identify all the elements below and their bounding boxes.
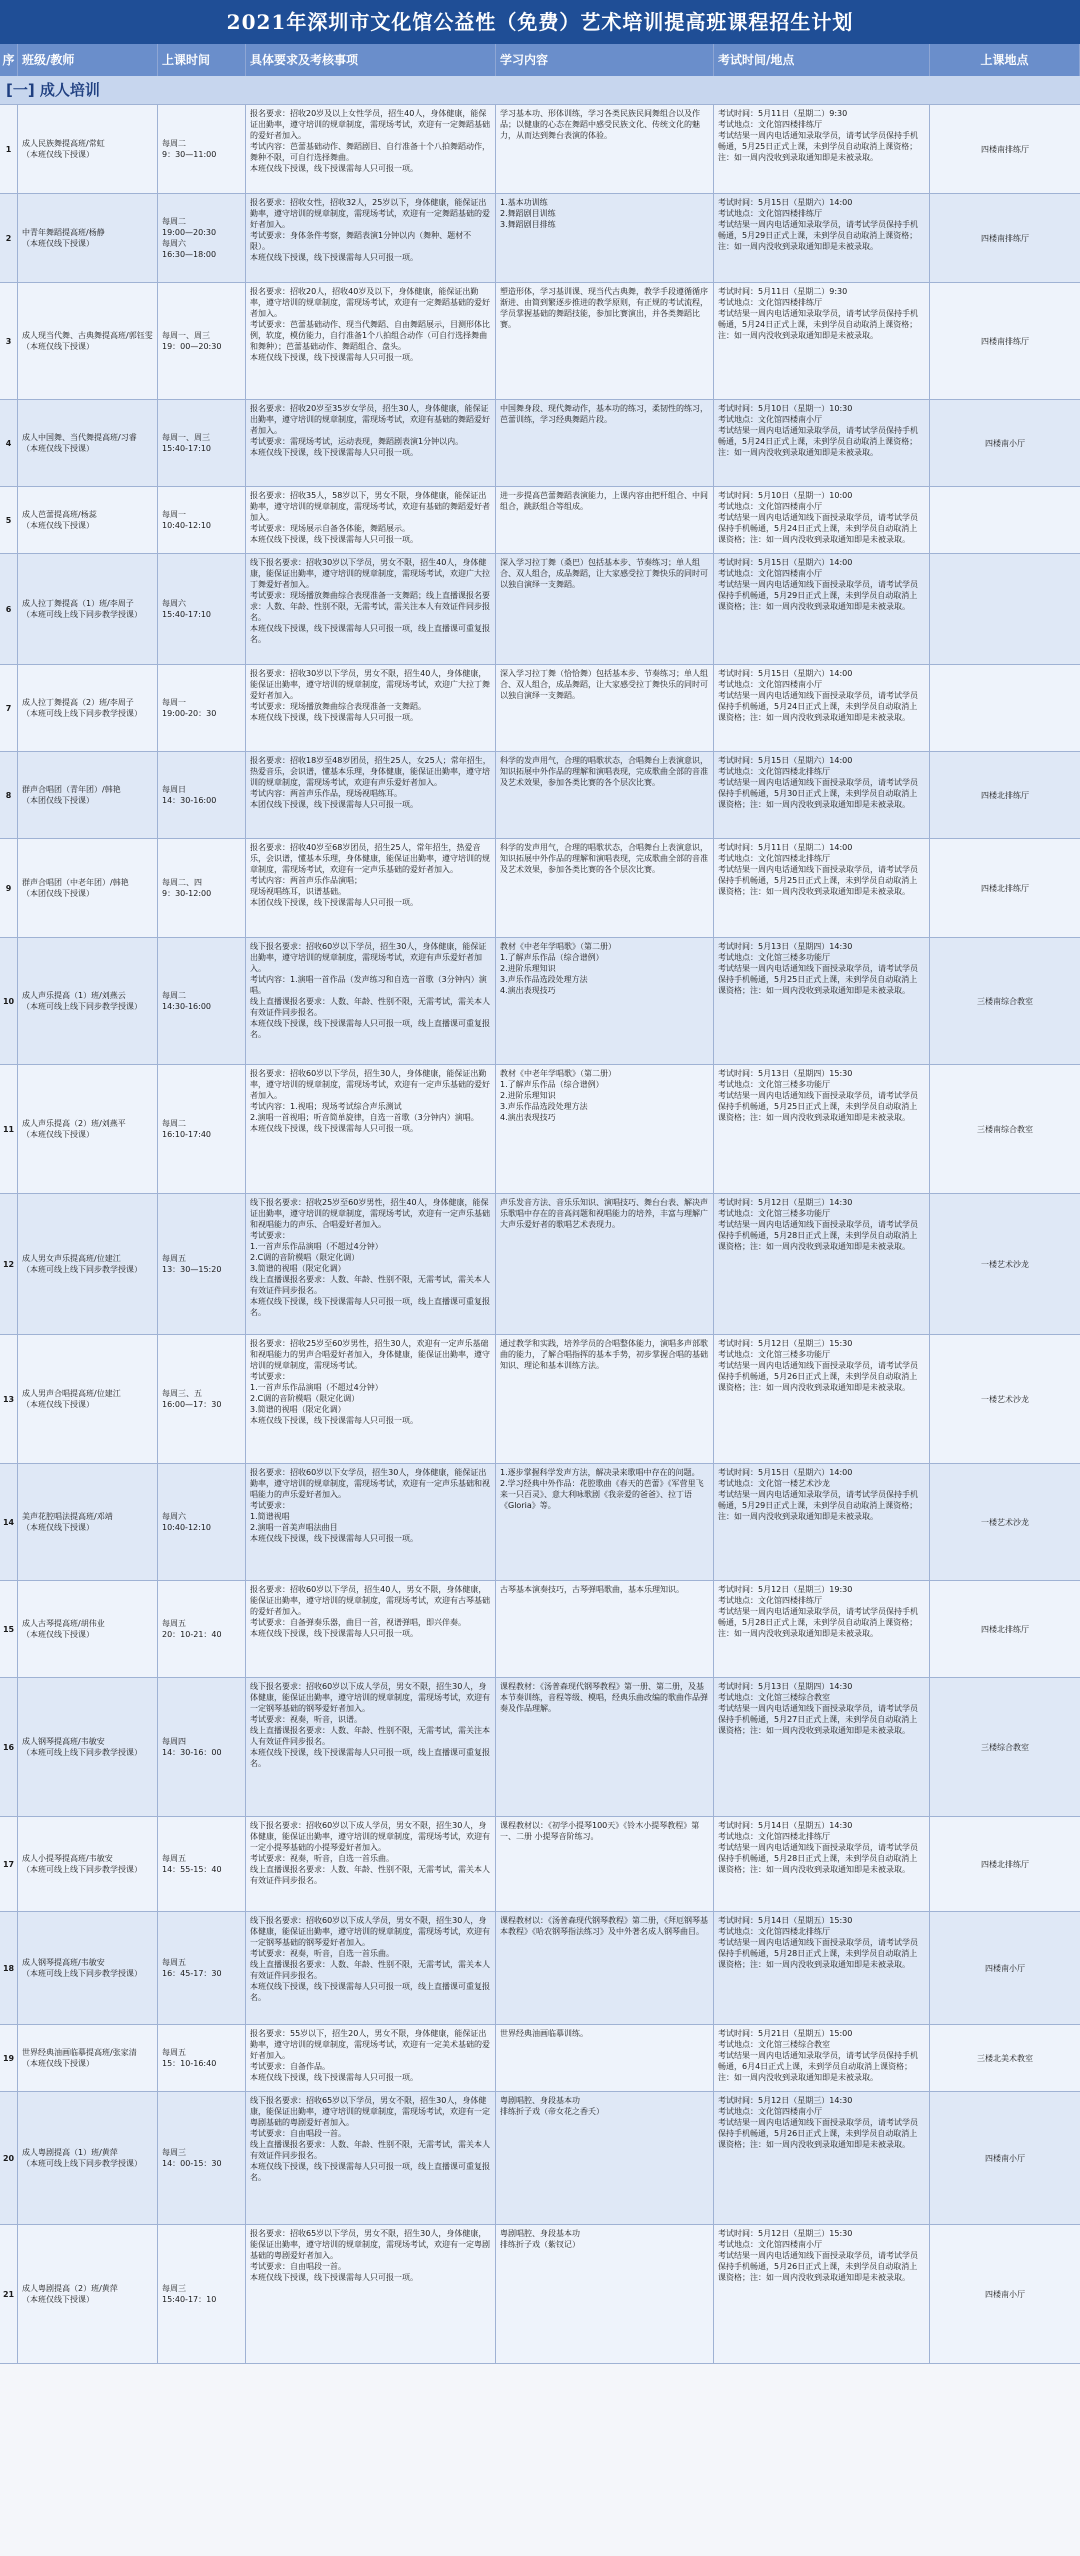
requirements: 报名要求：招收30岁以下学员，男女不限，招生40人，身体健康，能保证出勤率，遵守培训的规章制度，需现场考试，欢迎广大拉丁舞爱好者加入。 考试要求：现场播放舞曲综合表现准备一支舞蹈。 本班仅线下授课，线下授课需每人只可报一项。 [246,665,496,751]
requirements: 报名要求：招收20岁至35岁女学员，招生30人，身体健康，能保证出勤率，遵守培训的规章制度，需现场考试，欢迎有基础的舞蹈爱好者加入。 考试要求：需现场考试，运动表现，舞蹈剧表演1分钟以内。 本班仅线下授课，线下授课需每人只可报一项。 [246,400,496,486]
exam-info: 考试时间：5月12日（星期三）15:30 考试地点：文化馆三楼多功能厅 考试结果一周内电话通知线下面授录取学员，请考试学员保持手机畅通，5月26日正式上课，未到学员自动取消上课资格；注：如一周内没收到录取通知即是未被录取。 [714,1335,930,1463]
requirements: 报名要求：招收60岁以下女学员，招生30人，身体健康，能保证出勤率，遵守培训的规章制度，需现场考试，欢迎有一定声乐基础和视唱能力的声乐爱好者加入。 考试要求： 1.简谱视唱 2.演唱一首美声唱法曲目 本班仅线下授课，线下授课需每人只可报一项。 [246,1464,496,1580]
table-row [0,839,1080,938]
venue: 四楼南小厅 [985,2289,1025,2299]
class-time: 每周六 10:40-12:10 [158,1464,246,1580]
table-row [0,283,1080,400]
header-time: 上课时间 [158,44,246,76]
exam-info: 考试时间：5月12日（星期三）19:30 考试地点：文化馆四楼排练厅 考试结果一周内电话通知录取学员，请考试学员保持手机畅通，5月28日正式上课，未到学员自动取消上课资格；注：如一周内没收到录取通知即是未被录取。 [714,1581,930,1677]
class-teacher: 成人拉丁舞提高（2）班/李周子 （本班可线上线下同步教学授课） [18,665,158,751]
class-teacher: 成人小提琴提高班/韦敏安 （本班可线上线下同步教学授课） [18,1817,158,1911]
learning-content: 粤剧唱腔、身段基本功 排练折子戏（帝女花之香夭） [496,2092,714,2224]
row-index: 6 [0,554,18,664]
venue: 四楼北排练厅 [981,1859,1029,1869]
class-teacher: 成人钢琴提高班/韦敏安 （本班可线上线下同步教学授课） [18,1912,158,2024]
venue [930,554,1080,664]
exam-info: 考试时间：5月15日（星期六）14:00 考试地点：文化馆四楼南小厅 考试结果一周内电话通知线下面授录取学员，请考试学员保持手机畅通，5月24日正式上课，未到学员自动取消上课资格；注：如一周内没收到录取通知即是未被录取。 [714,665,930,751]
requirements: 报名要求：招收20人，招收40岁及以下，身体健康，能保证出勤率，遵守培训的规章制度，需现场考试，欢迎有一定舞蹈基础的爱好者加入。 考试要求：芭蕾基础动作、现当代舞蹈、自由舞蹈展示，目测形体比例，软度，模仿能力，自行准备1个八拍组合动作（可自行选择舞曲和舞种）；芭蕾基础动作、舞蹈组合、盘头。 本班仅线下授课，线下授课需每人只可报一项。 [246,283,496,399]
exam-info: 考试时间：5月10日（星期一）10:00 考试地点：文化馆四楼南小厅 考试结果一周内电话通知线下面授录取学员，请考试学员保持手机畅通，5月24日正式上课，未到学员自动取消上课资格；注：如一周内没收到录取通知即是未被录取。 [714,487,930,553]
class-time: 每周三 15:40-17：10 [158,2225,246,2363]
learning-content: 塑造形体，学习基训课、现当代古典舞，教学手段遵循循序渐进、由简到繁逐步推进的教学原则，有正规的考试流程，学员掌握基础的舞蹈技能，参加比赛演出，并各类舞蹈比赛。 [496,283,714,399]
requirements: 报名要求：招收40岁至68岁团员，招生25人，常年招生，热爱音乐，会识谱，懂基本乐理，身体健康，能保证出勤率，遵守培训的规章制度，需现场考试，欢迎有一定声乐基础的爱好者加入。 考试内容：两首声乐作品演唱； 现场视唱练耳，识谱基础。 本团仅线下授课，线下授课需每人只可报一项。 [246,839,496,937]
table-header [0,44,1080,76]
header-index: 序 [0,44,18,76]
exam-info: 考试时间：5月13日（星期四）14:30 考试地点：文化馆三楼综合教室 考试结果一周内电话通知线下面授录取学员，请考试学员保持手机畅通，5月27日正式上课，未到学员自动取消上课资格；注：如一周内没收到录取通知即是未被录取。 [714,1678,930,1816]
table-row [0,487,1080,554]
exam-info: 考试时间：5月15日（星期六）14:00 考试地点：文化馆四楼排练厅 考试结果一周内电话通知录取学员，请考试学员保持手机畅通，5月29日正式上课，未到学员自动取消上课资格；注：如一周内没收到录取通知即是未被录取。 [714,194,930,282]
table-row [0,194,1080,283]
learning-content: 1.逐步掌握科学发声方法，解决录来歌唱中存在的问题。 2.学习经典中外作品：花腔歌曲《春天的芭蕾》《军营里飞来一只百灵》、意大利咏歌剧《我亲爱的爸爸》、拉丁语《Gloria》等。 [496,1464,714,1580]
section-adult-training: [一] 成人培训 [0,76,1080,105]
class-teacher: 成人粤剧提高（2）班/黄萍 （本班仅线下授课） [18,2225,158,2363]
exam-info: 考试时间：5月21日（星期五）15:00 考试地点：文化馆三楼综合教室 考试结果一周内电话通知录取学员，请考试学员保持手机畅通，6月4日正式上课，未到学员自动取消上课资格；注：如一周内没收到录取通知即是未被录取。 [714,2025,930,2091]
row-index: 8 [0,752,18,838]
row-index: 3 [0,283,18,399]
exam-info: 考试时间：5月14日（星期五）15:30 考试地点：文化馆四楼北排练厅 考试结果一周内电话通知线下面授录取学员，请考试学员保持手机畅通，5月28日正式上课，未到学员自动取消上课资格；注：如一周内没收到录取通知即是未被录取。 [714,1912,930,2024]
table-row [0,665,1080,752]
header-class: 班级/教师 [18,44,158,76]
learning-content: 深入学习拉丁舞（桑巴）包括基本步、节奏练习；单人组合、双人组合，成品舞蹈，让大家感受拉丁舞快乐的同时可以独自演绎一支舞蹈。 [496,554,714,664]
class-teacher: 成人古琴提高班/胡伟业 （本班仅线下授课） [18,1581,158,1677]
learning-content: 课程教材以：《汤普森现代钢琴教程》第二册，《拜厄钢琴基本教程》《哈农钢琴指法练习》及中外著名成人钢琴曲目。 [496,1912,714,2024]
row-index: 9 [0,839,18,937]
table-row [0,1817,1080,1912]
row-index: 7 [0,665,18,751]
requirements: 线下报名要求：招收60岁以下学员，招生30人，身体健康，能保证出勤率，遵守培训的规章制度，需现场考试，欢迎有声乐爱好者加入。 考试内容：1.演唱一首作品（发声练习和自选一首歌（3分钟内）演唱。 线上直播课报名要求：人数、年龄、性别不限，无需考试，需关本人有效证件同步报名。 本班仅线下授课，线下授课需每人只可报一项，线上直播课可重复报名。 [246,938,496,1064]
venue: 四楼南排练厅 [981,336,1029,346]
table-row [0,2225,1080,2364]
learning-content: 1.基本功训练 2.舞蹈剧目训练 3.舞蹈剧目排练 [496,194,714,282]
requirements: 线下报名要求：招收60岁以下成人学员，男女不限，招生30人，身体健康，能保证出勤率，遵守培训的规章制度，需现场考试，欢迎有一定钢琴基础的钢琴爱好者加入。 考试要求：视奏，听音，识谱。 线上直播课报名要求：人数、年龄、性别不限，无需考试，需关注本人有效证件同步报名。 本班仅线下授课，线下授课需每人只可报一项，线上直播课可重复报名。 [246,1678,496,1816]
learning-content: 声乐发音方法、音乐乐知识、演唱技巧、舞台台表、解决声乐歌唱中存在的音高问题和视唱能力的培养，丰富与理解广大声乐爱好者的歌唱艺术表现力。 [496,1194,714,1334]
table-row [0,1194,1080,1335]
table-body [0,105,1080,2364]
learning-content: 学习基本功、形体训练，学习各类民族民间舞组合以及作品；以健康的心态在舞蹈中感受民族文化、传统文化的魅力，从而达到舞台表演的体验。 [496,105,714,193]
class-teacher: 美声花腔唱法提高班/邓靖 （本班仅线下授课） [18,1464,158,1580]
requirements: 报名要求：招收60岁以下学员，招生40人，男女不限，身体健康，能保证出勤率，遵守培训的规章制度，需现场考试，欢迎有古琴基础的爱好者加入。 考试要求：自备弹奏乐器，曲目一首，视谱弹唱，即兴伴奏。 本班仅线下授课，线下授课需每人只可报一项。 [246,1581,496,1677]
exam-info: 考试时间：5月15日（星期六）14:00 考试地点：文化馆一楼艺术沙龙 考试结果一周内电话通知录取学员，请考试学员保持手机畅通，5月29日正式上课，未到学员自动取消上课资格；注：如一周内没收到录取通知即是未被录取。 [714,1464,930,1580]
header-content: 学习内容 [496,44,714,76]
row-index: 10 [0,938,18,1064]
class-teacher: 成人男声合唱提高班/位建江 （本班仅线下授课） [18,1335,158,1463]
requirements: 线下报名要求：招收65岁以下学员，男女不限，招生30人，身体健康，能保证出勤率，遵守培训的规章制度，需现场考试，欢迎有一定粤剧基础的粤剧爱好者加入。 考试要求：自由唱段一首。 线上直播课报名要求：人数、年龄、性别不限，无需考试，需关本人有效证件同步报名。 本班仅线下授课，线下授课需每人只可报一项，线上直播课可重复报名。 [246,2092,496,2224]
exam-info: 考试时间：5月11日（星期二）14:00 考试地点：文化馆四楼北排练厅 考试结果一周内电话通知线下面授录取学员，请考试学员保持手机畅通，5月25日正式上课，未到学员自动取消上课资格；注：如一周内没收到录取通知即是未被录取。 [714,839,930,937]
class-time: 每周一、周三 19：00—20:30 [158,283,246,399]
row-index: 5 [0,487,18,553]
venue: 四楼南排练厅 [981,233,1029,243]
table-row [0,1581,1080,1678]
row-index: 14 [0,1464,18,1580]
header-requirements: 具体要求及考核事项 [246,44,496,76]
venue: 三楼南综合教室 [977,996,1033,1006]
class-time: 每周六 15:40-17:10 [158,554,246,664]
venue: 四楼北排练厅 [981,790,1029,800]
learning-content: 科学的发声用气，合理的唱歌状态，合唱舞台上表演意识，知识拓展中外作品的理解和演唱表现，完成歌曲全部的音准及艺术效果，参加各类比赛的各个层次比赛。 [496,752,714,838]
requirements: 报名要求：招收65岁以下学员，男女不限，招生30人，身体健康，能保证出勤率，遵守培训的规章制度，需现场考试，欢迎有一定粤剧基础的粤剧爱好者加入。 考试要求：自由唱段一首。 本班仅线下授课，线下授课需每人只可报一项。 [246,2225,496,2363]
venue: 三楼南综合教室 [977,1124,1033,1134]
class-teacher: 世界经典油画临摹提高班/张家清 （本班仅线下授课） [18,2025,158,2091]
exam-info: 考试时间：5月12日（星期三）15:30 考试地点：文化馆四楼南小厅 考试结果一周内电话通知线下面授录取学员，请考试学员保持手机畅通，5月26日正式上课，未到学员自动取消上课资格；注：如一周内没收到录取通知即是未被录取。 [714,2225,930,2363]
requirements: 报名要求：招收女性，招收32人，25岁以下，身体健康，能保证出勤率，遵守培训的规章制度，需现场考试，欢迎有一定舞蹈基础的爱好者加入。 考试要求：身体条件考察，舞蹈表演1分钟以内（舞种、题材不限）。 本班仅线下授课，线下授课需每人只可报一项。 [246,194,496,282]
venue: 四楼南小厅 [985,438,1025,448]
row-index: 12 [0,1194,18,1334]
exam-info: 考试时间：5月14日（星期五）14:30 考试地点：文化馆四楼北排练厅 考试结果一周内电话通知线下面授录取学员，请考试学员保持手机畅通，5月28日正式上课，未到学员自动取消上课资格；注：如一周内没收到录取通知即是未被录取。 [714,1817,930,1911]
class-teacher: 成人民族舞提高班/常虹 （本班仅线下授课） [18,105,158,193]
requirements: 线下报名要求：招收30岁以下学员，男女不限，招生40人，身体健康，能保证出勤率，遵守培训的规章制度，需现场考试，欢迎广大拉丁舞爱好者加入。 考试要求：现场播放舞曲综合表现准备一支舞蹈；线上直播课报名要求：人数、年龄、性别不限，无需考试，需关注本人有效证件同步报名。 本班仅线下授课，线下授课需每人只可报一项，线上直播课可重复报名。 [246,554,496,664]
learning-content: 教材《中老年学唱歌》（第二册） 1.了解声乐作品（综合谱例） 2.进阶乐理知识 3.声乐作品选段处理方法 4.演出表现技巧 [496,938,714,1064]
venue: 一楼艺术沙龙 [981,1394,1029,1404]
table-row [0,1065,1080,1194]
exam-info: 考试时间：5月13日（星期四）15:30 考试地点：文化馆三楼多功能厅 考试结果一周内电话通知线下面授录取学员，请考试学员保持手机畅通，5月25日正式上课，未到学员自动取消上课资格；注：如一周内没收到录取通知即是未被录取。 [714,1065,930,1193]
requirements: 报名要求：招收35人，58岁以下，男女不限，身体健康，能保证出勤率，遵守培训的规章制度，需现场考试，欢迎有基础的舞蹈爱好者加入。 考试要求：现场展示自备各体能，舞蹈展示。 本班仅线下授课，线下授课需每人只可报一项。 [246,487,496,553]
learning-content: 世界经典油画临摹训练。 [496,2025,714,2091]
table-row [0,2025,1080,2092]
exam-info: 考试时间：5月10日（星期一）10:30 考试地点：文化馆四楼南小厅 考试结果一周内电话通知录取学员，请考试学员保持手机畅通，5月24日正式上课，未到学员自动取消上课资格；注：如一周内没收到录取通知即是未被录取。 [714,400,930,486]
table-row [0,752,1080,839]
row-index: 21 [0,2225,18,2363]
venue: 四楼北排练厅 [981,883,1029,893]
class-time: 每周二、四 9：30-12:00 [158,839,246,937]
learning-content: 进一步提高芭蕾舞蹈表演能力，上课内容由把杆组合、中间组合，跳跃组合等组成。 [496,487,714,553]
class-time: 每周五 14：55-15：40 [158,1817,246,1911]
venue: 三楼北美术教室 [977,2053,1033,2063]
learning-content: 课程教材：《汤普森现代钢琴教程》第一册、第二册，及基本节奏训练，音程等级、模唱，经典乐曲改编的歌曲作品弹奏及作品理解。 [496,1678,714,1816]
requirements: 报名要求：招收60岁以下学员，招生30人，身体健康，能保证出勤率，遵守培训的规章制度，需现场考试，欢迎有一定声乐基础的爱好者加入。 考试内容：1.视唱；现场考试综合声乐测试 2.演唱一首视唱；听音简单旋律，自选一首歌（3分钟内）演唱。 本班仅线下授课，线下授课需每人只可报一项。 [246,1065,496,1193]
venue: 三楼综合教室 [981,1742,1029,1752]
learning-content: 深入学习拉丁舞（恰恰舞）包括基本步、节奏练习；单人组合、双人组合，成品舞蹈，让大家感受拉丁舞快乐的同时可以独自演绎一支舞蹈。 [496,665,714,751]
table-row [0,400,1080,487]
class-teacher: 成人中国舞、当代舞提高班/习睿 （本班仅线下授课） [18,400,158,486]
requirements: 线下报名要求：招收25岁至60岁男性，招生40人，身体健康，能保证出勤率，遵守培训的规章制度，需现场考试，欢迎有一定声乐基础和视唱能力的声乐、合唱爱好者加入。 考试要求： 1.一首声乐作品演唱（不超过4分钟） 2.C调的音阶模唱（限定化调） 3.简谱的视唱（限定化调） 线上直播课报名要求：人数、年龄、性别不限，无需考试，需关本人有效证件同步报名。 本班仅线下授课，线下授课需每人只可报一项，线上直播课可重复报名。 [246,1194,496,1334]
header-exam: 考试时间/地点 [714,44,930,76]
row-index: 20 [0,2092,18,2224]
requirements: 报名要求：55岁以下，招生20人，男女不限，身体健康，能保证出勤率，遵守培训的规章制度，需现场考试，欢迎有一定美术基础的爱好者加入。 考试要求：自备作品。 本班仅线下授课，线下授课需每人只可报一项。 [246,2025,496,2091]
table-row [0,938,1080,1065]
table-row [0,1912,1080,2025]
class-teacher: 成人钢琴提高班/韦敏安 （本班可线上线下同步教学授课） [18,1678,158,1816]
class-time: 每周一 19:00-20：30 [158,665,246,751]
row-index: 1 [0,105,18,193]
venue: 四楼南小厅 [985,2153,1025,2163]
venue [930,487,1080,553]
venue [930,665,1080,751]
learning-content: 教材《中老年学唱歌》（第二册） 1.了解声乐作品（综合谱例） 2.进阶乐理知识 3.声乐作品选段处理方法 4.演出表现技巧 [496,1065,714,1193]
class-teacher: 成人芭蕾提高班/杨蕊 （本班仅线下授课） [18,487,158,553]
row-index: 2 [0,194,18,282]
class-teacher: 成人男女声乐提高班/位建江 （本班可线上线下同步教学授课） [18,1194,158,1334]
class-teacher: 成人现当代舞、古典舞提高班/郭钰雯 （本班仅线下授课） [18,283,158,399]
requirements: 线下报名要求：招收60岁以下成人学员，男女不限，招生30人，身体健康，能保证出勤率，遵守培训的规章制度，需现场考试，欢迎有一定小提琴基础的小提琴爱好者加入。 考试要求：视奏，听音，自选一首乐曲。 线上直播课报名要求：人数、年龄、性别不限，无需考试，需关本人有效证件同步报名。 [246,1817,496,1911]
table-row [0,105,1080,194]
requirements: 报名要求：招收18岁至48岁团员，招生25人，女25人；常年招生，热爱音乐，会识谱，懂基本乐理，身体健康，能保证出勤率，遵守培训的规章制度，需现场考试，欢迎有声乐爱好者加入。 考试内容：两首声乐作品，现场视唱练耳。 本团仅线下授课，线下授课需每人只可报一项。 [246,752,496,838]
class-time: 每周五 16：45-17：30 [158,1912,246,2024]
learning-content: 粤剧唱腔、身段基本功 排练折子戏（紫钗记） [496,2225,714,2363]
class-time: 每周一、周三 15:40-17:10 [158,400,246,486]
row-index: 17 [0,1817,18,1911]
exam-info: 考试时间：5月12日（星期三）14:30 考试地点：文化馆四楼南小厅 考试结果一周内电话通知线下面授录取学员，请考试学员保持手机畅通，5月26日正式上课，未到学员自动取消上课资格；注：如一周内没收到录取通知即是未被录取。 [714,2092,930,2224]
class-teacher: 成人粤剧提高（1）班/黄萍 （本班可线上线下同步教学授课） [18,2092,158,2224]
class-teacher: 成人声乐提高（1）班/刘燕云 （本班可线上线下同步教学授课） [18,938,158,1064]
venue: 一楼艺术沙龙 [981,1259,1029,1269]
requirements: 线下报名要求：招收60岁以下成人学员，男女不限，招生30人，身体健康，能保证出勤率，遵守培训的规章制度，需现场考试，欢迎有一定钢琴基础的钢琴爱好者加入。 考试要求：视奏，听音，自选一首乐曲。 线上直播课报名要求：人数、年龄、性别不限，无需考试，需关本人有效证件同步报名。 本班仅线下授课，线下授课需每人只可报一项，线上直播课可重复报名。 [246,1912,496,2024]
exam-info: 考试时间：5月11日（星期二）9:30 考试地点：文化馆四楼排练厅 考试结果一周内电话通知录取学员，请考试学员保持手机畅通，5月24日正式上课，未到学员自动取消上课资格；注：如一周内没收到录取通知即是未被录取。 [714,283,930,399]
row-index: 16 [0,1678,18,1816]
row-index: 4 [0,400,18,486]
class-time: 每周四 14：30-16：00 [158,1678,246,1816]
venue: 四楼北排练厅 [981,1624,1029,1634]
learning-content: 科学的发声用气，合理的唱歌状态，合唱舞台上表演意识，知识拓展中外作品的理解和演唱表现，完成歌曲全部的音准及艺术效果，参加各类比赛的各个层次比赛。 [496,839,714,937]
class-teacher: 群声合唱团（中老年团）/韩艳 （本团仅线下授课） [18,839,158,937]
requirements: 报名要求：招收25岁至60岁男性，招生30人，欢迎有一定声乐基础和视唱能力的男声合唱爱好者加入，身体健康，能保证出勤率，遵守培训的规章制度，需现场考试。 考试要求： 1.一首声乐作品演唱（不超过4分钟） 2.C调的音阶模唱（限定化调） 3.简谱的视唱（限定化调） 本班仅线下授课，线下授课需每人只可报一项。 [246,1335,496,1463]
class-time: 每周二 14:30-16:00 [158,938,246,1064]
class-time: 每周二 16:10-17:40 [158,1065,246,1193]
table-row [0,554,1080,665]
class-time: 每周五 13：30—15:20 [158,1194,246,1334]
header-venue: 上课地点 [930,44,1080,76]
class-time: 每周一 10:40-12:10 [158,487,246,553]
row-index: 15 [0,1581,18,1677]
class-teacher: 中青年舞蹈提高班/杨静 （本班仅线下授课） [18,194,158,282]
learning-content: 中国舞身段、现代舞动作，基本功的练习，柔韧性的练习，芭蕾训练，学习经典舞蹈片段。 [496,400,714,486]
class-time: 每周二 9：30—11:00 [158,105,246,193]
table-row [0,1335,1080,1464]
row-index: 13 [0,1335,18,1463]
row-index: 11 [0,1065,18,1193]
requirements: 报名要求：招收20岁及以上女性学员，招生40人，身体健康，能保证出勤率，遵守培训的规章制度，需现场考试，欢迎有一定舞蹈基础的爱好者加入。 考试内容：芭蕾基础动作、舞蹈剧目、自行准备十个八拍舞蹈动作，舞种不限，可自行选择舞曲。 本班仅线下授课，线下授课需每人只可报一项。 [246,105,496,193]
table-row [0,2092,1080,2225]
learning-content: 通过教学和实践，培养学员的合唱整体能力，演唱多声部歌曲的能力，了解合唱指挥的基本手势，初步掌握合唱的基础知识、理论和基本训练方法。 [496,1335,714,1463]
class-time: 每周五 20：10-21：40 [158,1581,246,1677]
page-title: 2021年深圳市文化馆公益性（免费）艺术培训提高班课程招生计划 [0,0,1080,44]
venue: 一楼艺术沙龙 [981,1517,1029,1527]
class-time: 每周三、五 16:00—17：30 [158,1335,246,1463]
class-time: 每周二 19:00—20:30 每周六 16:30—18:00 [158,194,246,282]
exam-info: 考试时间：5月13日（星期四）14:30 考试地点：文化馆三楼多功能厅 考试结果一周内电话通知线下面授录取学员，请考试学员保持手机畅通，5月25日正式上课，未到学员自动取消上课资格；注：如一周内没收到录取通知即是未被录取。 [714,938,930,1064]
class-time: 每周五 15：10-16:40 [158,2025,246,2091]
table-row [0,1464,1080,1581]
venue: 四楼南小厅 [985,1963,1025,1973]
exam-info: 考试时间：5月15日（星期六）14:00 考试地点：文化馆四楼北排练厅 考试结果一周内电话通知线下面授录取学员，请考试学员保持手机畅通，5月30日正式上课，未到学员自动取消上课资格；注：如一周内没收到录取通知即是未被录取。 [714,752,930,838]
exam-info: 考试时间：5月11日（星期二）9:30 考试地点：文化馆四楼排练厅 考试结果一周内电话通知录取学员，请考试学员保持手机畅通，5月25日正式上课，未到学员自动取消上课资格；注：如一周内没收到录取通知即是未被录取。 [714,105,930,193]
table-row [0,1678,1080,1817]
class-time: 每周日 14：30-16:00 [158,752,246,838]
exam-info: 考试时间：5月12日（星期三）14:30 考试地点：文化馆三楼多功能厅 考试结果一周内电话通知线下面授录取学员，请考试学员保持手机畅通，5月28日正式上课，未到学员自动取消上课资格；注：如一周内没收到录取通知即是未被录取。 [714,1194,930,1334]
venue: 四楼南排练厅 [981,144,1029,154]
class-teacher: 成人拉丁舞提高（1）班/李周子 （本班可线上线下同步教学授课） [18,554,158,664]
class-time: 每周三 14：00-15：30 [158,2092,246,2224]
row-index: 19 [0,2025,18,2091]
exam-info: 考试时间：5月15日（星期六）14:00 考试地点：文化馆四楼南小厅 考试结果一周内电话通知线下面授录取学员，请考试学员保持手机畅通，5月29日正式上课，未到学员自动取消上课资格；注：如一周内没收到录取通知即是未被录取。 [714,554,930,664]
row-index: 18 [0,1912,18,2024]
class-teacher: 群声合唱团（青年团）/韩艳 （本团仅线下授课） [18,752,158,838]
learning-content: 古琴基本演奏技巧，古琴弹唱歌曲，基本乐理知识。 [496,1581,714,1677]
learning-content: 课程教材以：《初学小提琴100天》《铃木小提琴教程》第一、二册 小提琴音阶练习。 [496,1817,714,1911]
class-teacher: 成人声乐提高（2）班/刘燕平 （本班仅线下授课） [18,1065,158,1193]
